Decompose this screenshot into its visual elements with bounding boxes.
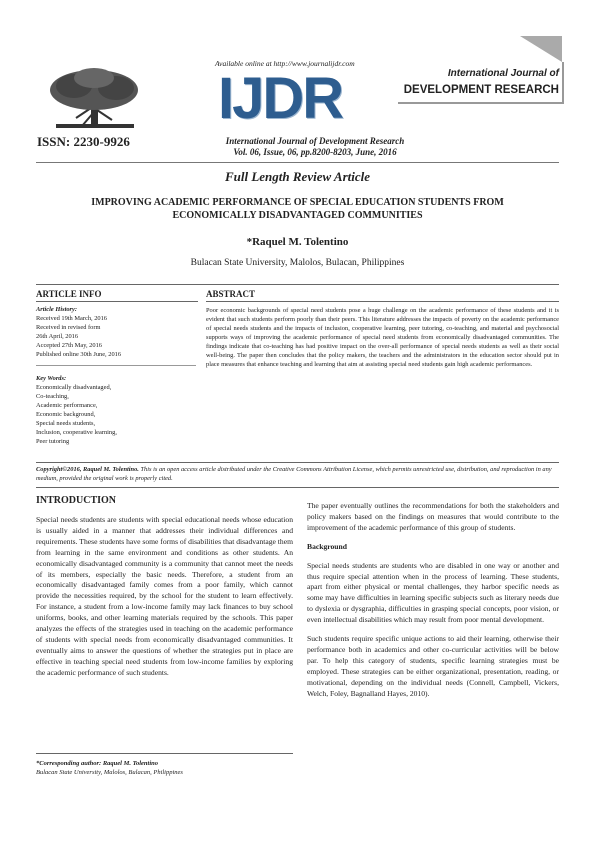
article-type: Full Length Review Article	[224, 169, 371, 184]
keyword-item: Peer tutoring	[36, 438, 70, 445]
background-heading: Background	[307, 541, 347, 551]
right-column	[307, 501, 559, 708]
keyword-item: Academic performance,	[36, 402, 98, 409]
keyword-item: Co-teaching,	[36, 393, 69, 400]
abstract-heading: ABSTRACT	[206, 289, 256, 299]
keyword-item: Economically disadvantaged,	[36, 384, 112, 391]
author: *Raquel M. Tolentino	[246, 236, 349, 248]
history-item: Accepted 27th May, 2016	[36, 342, 102, 349]
journal-name: International Journal of Development Research	[225, 136, 405, 146]
journal-title-line1: International Journal of	[447, 68, 559, 79]
divider	[206, 301, 559, 302]
body-paragraph: Special needs students are students with special educational needs whose education is usually aided in a manner that addresses their individual differences and requirements. These students have some forms of disabilities that disadvantage them from learning in the same environment and conditions as other students. An economically disadvantaged community is a community that cannot meet the needs of its members, especially the basic needs. Therefore, a student from an economically disadvantaged family comes from a poor family, which cannot provide the necessities required, by the school for the student to learn effectively. For instance, a student from a low-income family may lack finances to buy school uniforms, books, and other learning materials required by the schools. This paper analyzes the effects of the strategies used in teaching on the academic performance of students with special needs from economically disadvantaged communities. It eventually aims to answer the questions of whether the strategies put in place are effective in teaching special need students from low-income families by exploring the academic performance of such students.	[36, 515, 293, 677]
title-line1: IMPROVING ACADEMIC PERFORMANCE OF SPECIAL EDUCATION STUDENTS FROM	[91, 197, 504, 208]
history-item: Received 19th March, 2016	[36, 315, 107, 322]
keyword-item: Special needs students,	[36, 420, 96, 427]
journal-title-line2: DEVELOPMENT RESEARCH	[403, 84, 559, 96]
divider	[36, 284, 559, 285]
footnote	[36, 759, 293, 777]
divider	[36, 462, 559, 463]
introduction-heading: INTRODUCTION	[36, 495, 117, 506]
left-column	[36, 515, 293, 687]
corresponding-author	[36, 759, 293, 768]
history-item: Received in revised form	[36, 324, 101, 331]
issn: ISSN: 2230-9926	[37, 134, 130, 149]
body-paragraph: Such students require specific unique actions to aid their learning, otherwise their performance both in academics and other co-curricular activities will be below par. To help this category of students, specific learning strategies must be employed. These strategies can be either organizational, presentation, reading, or motivational, depending on the individual needs (Connell, Campbell, Vickers, Welch, Foley, Bagnalland Hayes, 2010).	[307, 634, 559, 698]
article-info-panel	[36, 305, 196, 446]
history-item: 26th April, 2016	[36, 333, 79, 340]
divider	[36, 301, 198, 302]
journal-citation	[190, 136, 440, 158]
article-info-heading: ARTICLE INFO	[36, 289, 102, 299]
copyright-holder: Copyright©2016, Raquel M. Tolentino.	[36, 466, 139, 473]
ijdr-logo: IJDR	[218, 66, 343, 131]
volume-info: Vol. 06, Issue, 06, pp.8200-8203, June, 2016	[233, 147, 397, 157]
copyright-notice	[36, 465, 559, 483]
body-paragraph: Special needs students are students who are disabled in one way or another and thus require special attention when in the process of learning. These students, apart from either physical or mental challenges, they harbor specific needs as some may have difficulties in learning specific subjects such as literary needs due to dyslexia or dysgraphia, difficulties in grasping special concepts, poor vision, or even intellectual disabilities which may result from poor mental development.	[307, 560, 559, 625]
divider	[36, 365, 196, 372]
corner-decoration	[520, 36, 562, 62]
keyword-item: Inclusion, cooperative learning,	[36, 429, 117, 436]
corresponding-affiliation: Bulacan State University, Malolos, Bulacan, Philippines	[36, 769, 183, 776]
title-line2: ECONOMICALLY DISADVANTAGED COMMUNITIES	[172, 210, 423, 221]
corresponding-author-label: *Corresponding author: Raquel M. Tolentino	[36, 760, 159, 767]
keyword-item: Economic background,	[36, 411, 96, 418]
affiliation: Bulacan State University, Malolos, Bulacan, Philippines	[190, 258, 405, 268]
journal-tree-logo	[36, 66, 154, 130]
available-online-text: Available online at http://www.journalijdr.com	[215, 59, 355, 68]
divider	[36, 162, 559, 163]
abstract-text: Poor economic backgrounds of special need students pose a huge challenge on the academic performance of these students and it is evident that such students perform poorly than their peers. This literature addresses the impacts of poverty on the academic performance of special needs students and the impacts of inclusion, cooperative learning, peer tutoring, co-teaching, and material and psychosocial supports ways of improving the academic performance of special need students from economically disadvantaged communities. The findings indicate that co-teaching has had positive impact on the over-all performance of special needs students as well as their social well-being. The paper then concludes that the policy makers, the teachers and the administrators in the education sector should put in place measures that enhance teaching and learning that aim at assisting special need students gain high academic performances.	[206, 307, 559, 368]
history-heading: Article History:	[36, 306, 78, 313]
history-item: Published online 30th June, 2016	[36, 351, 122, 358]
divider	[36, 487, 559, 488]
footnote-divider	[36, 753, 293, 754]
article-title	[60, 196, 535, 222]
body-paragraph: The paper eventually outlines the recommendations for both the stakeholders and policy makers based on the findings on measures that would contribute to the improvement of the academic performance of this group of students.	[307, 501, 559, 532]
license-text: This is an open access article distributed under the Creative Commons Attribution License, which permits unrestricted use, distribution, and reproduction in any medium, provided the original work is properly cited.	[36, 466, 552, 482]
keywords-heading: Key Words:	[36, 375, 67, 382]
